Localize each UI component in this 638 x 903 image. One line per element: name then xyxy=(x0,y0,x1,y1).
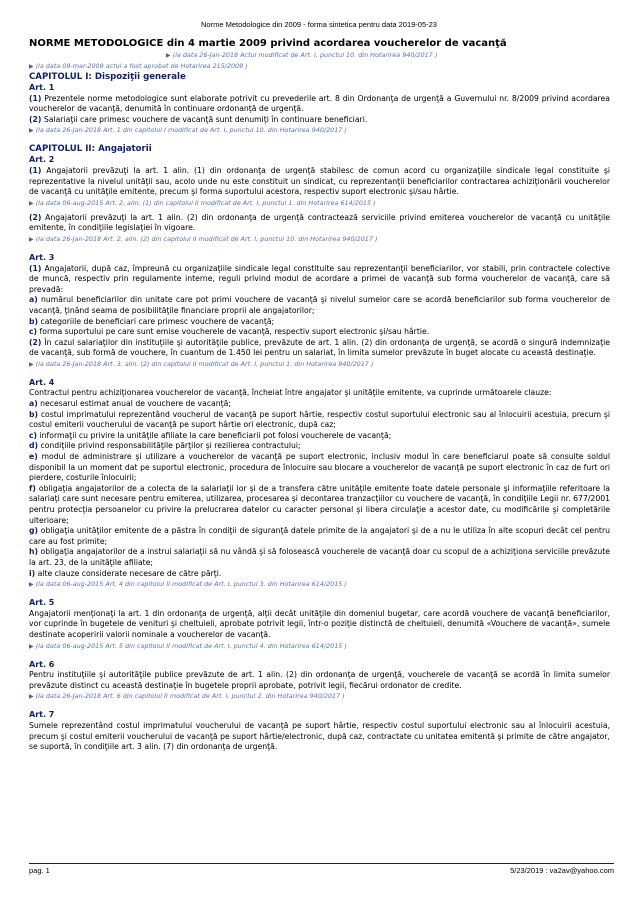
amendment-note[interactable]: ▶ (la data 26-Jan-2018 Actul modificat de Art. I, punctul 10. din Hotarirea 940/2017 ) xyxy=(29,50,610,61)
chapter-name: Angajatorii xyxy=(98,144,152,155)
item-letter: e) xyxy=(29,452,38,462)
page-number: pag. 1 xyxy=(29,866,50,875)
paragraph xyxy=(29,338,610,359)
article-label: Art. 3 xyxy=(29,252,55,262)
page-footer xyxy=(29,863,614,875)
article-label: Art. 2 xyxy=(29,155,55,165)
chapter-name: Dispoziţii generale xyxy=(94,72,186,82)
list-item xyxy=(29,399,610,410)
article-label: Art. 5 xyxy=(29,598,55,608)
amendment-note[interactable]: ▶ (la data 06-aug-2015 Art. 4 din capitolul II modificat de Art. I, punctul 3. din Hotarirea 614/2015 ) xyxy=(29,579,610,590)
item-letter: b) xyxy=(29,316,39,326)
chapter-heading xyxy=(29,72,610,83)
paragraph-text: Angajatorii prevăzuţi la art. 1 alin. (2) din ordonanţa de urgenţă contractează serviciile privind emiterea voucherelor de vacanţă cu unităţile emitente, în condiţiile legislaţiei în vigoare. xyxy=(29,212,610,233)
amendment-note[interactable]: ▶ (la data 26-Jan-2018 Art. 1 din capitolul I modificat de Art. I, punctul 10. din Hotarirea 940/2017 ) xyxy=(29,125,610,136)
paragraph xyxy=(29,166,610,198)
item-text: informaţii cu privire la unităţile afiliate la care beneficiarii pot folosi voucherele de vacanţă; xyxy=(39,430,392,440)
paragraph-text: Salariaţii care primesc vouchere de vacanţă sunt denumiţi în continuare beneficiari. xyxy=(43,114,368,124)
item-letter: h) xyxy=(29,547,38,557)
list-item xyxy=(29,410,610,431)
item-text: necesarul estimat anual de vouchere de vacanţă; xyxy=(40,399,231,409)
list-item xyxy=(29,441,610,452)
list-item xyxy=(29,526,610,547)
amendment-note[interactable]: ▶ (la data 06-aug-2015 Art. 5 din capitolul II modificat de Art. I, punctul 4. din Hotarirea 614/2015 ) xyxy=(29,641,610,652)
paragraph-text: Prezentele norme metodologice sunt elaborate potrivit cu prevederile art. 8 din Ordonanţa de urgenţă a Guvernului nr. 8/2009 privind acordarea voucherelor de vacanţă, denumită în continuare ordonanţă de urgenţă. xyxy=(29,93,610,114)
list-item xyxy=(29,295,610,316)
paragraph-number: (1) xyxy=(29,263,42,273)
item-letter: b) xyxy=(29,409,39,419)
paragraph-number: (1) xyxy=(29,93,42,103)
article-label: Art. 1 xyxy=(29,83,55,92)
paragraph xyxy=(29,115,610,126)
list-item xyxy=(29,547,610,568)
amendment-note[interactable]: ▶ (la data 26-Jan-2018 Art. 3, alin. (2) din capitolul II modificat de Art. I, punctul 1. din Hotarirea 940/2017 ) xyxy=(29,359,610,370)
list-item xyxy=(29,484,610,526)
chapter-label: CAPITOLUL I: xyxy=(29,72,92,82)
item-text: alte clauze considerate necesare de către părţi. xyxy=(37,568,222,578)
item-letter: c) xyxy=(29,327,38,337)
paragraph-number: (2) xyxy=(29,114,42,124)
paragraph-number: (1) xyxy=(29,165,42,175)
amendment-note[interactable]: ▶ (la data 09-mar-2009 actul a fost aprobat de Hotarirea 215/2009 ) xyxy=(29,61,610,72)
item-letter: a) xyxy=(29,399,38,409)
list-item xyxy=(29,327,610,338)
item-letter: i) xyxy=(29,568,36,578)
amendment-note[interactable]: ▶ (la data 26-Jan-2018 Art. 6 din capitolul II modificat de Art. I, punctul 2. din Hotarirea 940/2017 ) xyxy=(29,691,610,702)
article-label: Art. 6 xyxy=(29,659,55,669)
article-label: Art. 4 xyxy=(29,377,55,387)
amendment-note[interactable]: ▶ (la data 26-Jan-2018 Art. 2, alin. (2) din capitolul II modificat de Art. I, punctul 10. din Hotarirea 940/2017 ) xyxy=(29,234,610,245)
paragraph xyxy=(29,213,610,234)
item-text: condiţiile privind responsabilităţile părţilor şi rezilierea contractului; xyxy=(40,441,301,451)
paragraph: Angajatorii menţionaţi la art. 1 din ordonanţa de urgenţă, alţii decât unităţile din domeniul bugetar, care acordă vouchere de vacanţă beneficiarilor, vor cuprinde în bugetele de venituri şi cheltuieli, aprobate potrivit legii, într-o poziţie distinctă de cheltuieli, denumită «Vouchere de vacanţă», sumele destinate acoperirii valorii nominale a voucherelor de vacanţă. xyxy=(29,608,610,639)
item-text: modul de administrare şi utilizare a voucherelor de vacanţă pe suport electronic, inclusiv modul în care beneficiarul poate să consulte soldul disponibil la un moment dat pe suportul electronic, procedura de înlocuire sau blocare a voucherelor de vacanţă pe suport electronic în caz de furt ori pierdere, costurile înlocuirii; xyxy=(29,452,610,483)
footer-date-email: 5/23/2019 : va2av@yahoo.com xyxy=(510,866,614,875)
paragraph-number: (2) xyxy=(29,212,42,222)
paragraph: Contractul pentru achiziţionarea voucherelor de vacanţă, încheiat între angajator şi unităţile emitente, va cuprinde următoarele clauze: xyxy=(29,388,552,398)
paragraph xyxy=(29,94,610,115)
item-letter: f) xyxy=(29,483,36,493)
item-letter: d) xyxy=(29,441,39,451)
list-item xyxy=(29,569,610,580)
item-letter: g) xyxy=(29,526,39,536)
paragraph: Sumele reprezentând costul imprimatului voucherului de vacanţă pe suport hârtie, respectiv costul suportului electronic sau al înlocuirii acestuia, precum şi costul emiterii voucherului de vacanţă pe suport hârtie/electronic, după caz, contractate cu unitatea emitentă şi primite de către angajator, se suportă, în condiţiile art. 3 alin. (7) din ordonanţa de urgenţă. xyxy=(29,720,610,752)
article-label: Art. 7 xyxy=(29,710,55,720)
item-text: forma suportului pe care sunt emise voucherele de vacanţă, respectiv suport electronic şi/sau hârtie. xyxy=(39,327,430,337)
chapter-label: CAPITOLUL II: xyxy=(29,144,96,155)
item-letter: a) xyxy=(29,295,38,305)
document-body xyxy=(29,38,610,753)
paragraph-number: (2) xyxy=(29,337,42,347)
paragraph xyxy=(29,264,610,296)
list-item xyxy=(29,317,610,328)
paragraph-text: Angajatorii prevăzuţi la art. 1 alin. (1) din ordonanţa de urgenţă stabilesc de comun acord cu organizaţiile sindicale legal constituite şi reprezentative la nivelul unităţii sau, acolo unde nu este constituit un sindicat, cu reprezentanţii beneficiarilor contractarea achiziţionării voucherelor de vacanţă cu unităţile emitente, precum şi forma suportului acestora, respectiv suport electronic şi/sau hârtie. xyxy=(29,165,610,197)
document-title: NORME METODOLOGICE din 4 martie 2009 privind acordarea voucherelor de vacanţă xyxy=(29,38,507,49)
list-item xyxy=(29,452,610,484)
page-header: Norme Metodologice din 2009 - forma sintetica pentru data 2019-05-23 xyxy=(201,20,437,29)
paragraph-text: În cazul salariaţilor din instituţiile şi autorităţile publice, prevăzute de art. 1 alin. (2) din ordonanţa de urgenţă, se acordă o singură indemnizaţie de vacanţă, sub formă de vouchere, în cuantum de 1.450 lei pentru un salariat, în limita sumelor prevăzute în buget alocate cu această destinaţie. xyxy=(29,337,610,358)
item-text: obligaţia angajatorilor de a instrui salariaţii să nu vândă şi să folosească voucherele de vacanţă doar cu scopul de a achiziţiona serviciile prevăzute la art. 23, de la unităţile afiliate; xyxy=(29,547,610,567)
item-text: obligaţia unităţilor emitente de a păstra în condiţii de siguranţă datele primite de la angajatori şi de a nu le utiliza în alte scopuri decât cel pentru care au fost primite; xyxy=(29,526,610,546)
paragraph: Pentru instituţiile şi autorităţile publice prevăzute de art. 1 alin. (2) din ordonanţa de urgenţă, voucherele de vacanţă se acordă în limita sumelor prevăzute distinct cu această destinaţie în bugetele proprii aprobate, potrivit legii, fiecărui ordonator de credite. xyxy=(29,670,610,690)
item-text: costul imprimatului reprezentând voucherul de vacanţă pe suport hârtie, respectiv costul suportului electronic sau al înlocuirii acestuia, precum şi costul emiterii voucherului de vacanţă pe suport hârtie ori electronic, după caz; xyxy=(29,409,610,430)
list-item xyxy=(29,431,610,442)
item-text: numărul beneficiarilor din unitate care pot primi vouchere de vacanţă şi nivelul sumelor care se acordă beneficiarilor sub forma voucherelor de vacanţă, ţinând seama de posibilităţile financiare proprii ale angajatorilor; xyxy=(29,295,610,315)
chapter-heading xyxy=(29,144,610,155)
amendment-note[interactable]: ▶ (la data 06-aug-2015 Art. 2, alin. (1) din capitolul II modificat de Art. I, punctul 1. din Hotarirea 614/2015 ) xyxy=(29,198,610,209)
item-letter: c) xyxy=(29,430,38,440)
item-text: categoriile de beneficiari care primesc vouchere de vacanţă; xyxy=(40,316,275,326)
item-text: obligaţia angajatorilor de a colecta de la salariaţii lor şi de a transfera către unităţile emitente toate datele personale şi informaţiile referitoare la salariaţi care sunt necesare pentru emiterea, utilizarea, procesarea şi decontarea tranzacţiilor cu vouchere de vacanţă, în condiţiile Legii nr. 677/2001 pentru protecţia persoanelor cu privire la prelucrarea datelor cu caracter personal şi libera circulaţie a acestor date, cu modificările şi completările ulterioare; xyxy=(29,483,610,525)
paragraph-text: Angajatorii, după caz, împreună cu organizaţiile sindicale legal constituite sau reprezentanţii beneficiarilor, vor stabili, prin contractele colective de muncă, respectiv prin regulamente interne, reguli privind modul de acordare a primei de vacanţă sub forma voucherelor de vacanţă, care să prevadă: xyxy=(29,263,610,294)
